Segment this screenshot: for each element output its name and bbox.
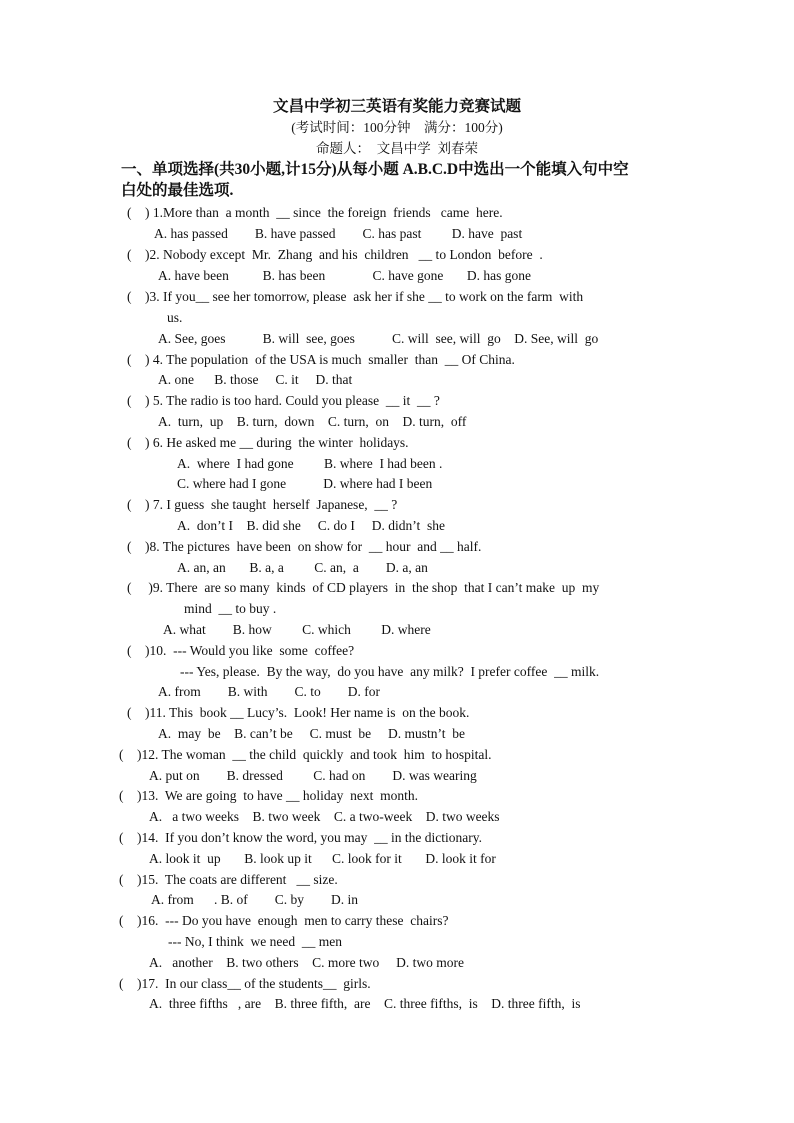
question-11-stem: ( )11. This book __ Lucy’s. Look! Her name is on the book. [127, 705, 470, 720]
question-5-stem: ( ) 5. The radio is too hard. Could you please __ it __ ? [127, 393, 440, 408]
section-heading-line2: 白处的最佳选项. [121, 182, 234, 199]
page-title: 文昌中学初三英语有奖能力竞赛试题 [272, 98, 521, 115]
exam-info: (考试时间：100分钟 满分：100分) [291, 120, 503, 135]
question-3-options: A. See, goes B. will see, goes C. will see, will go D. See, will go [158, 331, 599, 346]
question-8-stem: ( )8. The pictures have been on show for __ hour and __ half. [127, 539, 482, 554]
question-14-stem: ( )14. If you don’t know the word, you may __ in the dictionary. [119, 830, 482, 845]
question-14-options: A. look it up B. look up it C. look for it D. look it for [149, 851, 496, 866]
question-3-stem: ( )3. If you__ see her tomorrow, please ask her if she __ to work on the farm with [127, 289, 584, 304]
question-17-options: A. three fifths , are B. three fifth, are C. three fifths, is D. three fifth, is [149, 996, 581, 1011]
question-15-stem: ( )15. The coats are different __ size. [119, 872, 338, 887]
author-line: 命题人： 文昌中学 刘春荣 [316, 141, 478, 156]
question-6-options-2: C. where had I gone D. where had I been [177, 476, 433, 491]
question-9-options: A. what B. how C. which D. where [163, 622, 431, 637]
question-6-stem: ( ) 6. He asked me __ during the winter holidays. [127, 435, 409, 450]
question-10-stem: ( )10. --- Would you like some coffee? [127, 643, 355, 658]
question-4-options: A. one B. those C. it D. that [158, 372, 353, 387]
question-9-stem: ( )9. There are so many kinds of CD players in the shop that I can’t make up my [127, 580, 600, 595]
question-12-options: A. put on B. dressed C. had on D. was wearing [149, 768, 477, 783]
question-11-options: A. may be B. can’t be C. must be D. mustn’t be [158, 726, 465, 741]
question-9-continuation: mind __ to buy . [184, 601, 277, 616]
question-13-options: A. a two weeks B. two week C. a two-week D. two weeks [149, 809, 500, 824]
question-7-stem: ( ) 7. I guess she taught herself Japanese, __ ? [127, 497, 398, 512]
question-6-options-1: A. where I had gone B. where I had been . [177, 456, 443, 471]
question-12-stem: ( )12. The woman __ the child quickly and took him to hospital. [119, 747, 492, 762]
question-10-options: A. from B. with C. to D. for [158, 684, 380, 699]
question-7-options: A. don’t I B. did she C. do I D. didn’t she [177, 518, 445, 533]
question-8-options: A. an, an B. a, a C. an, a D. a, an [177, 560, 428, 575]
question-2-options: A. have been B. has been C. have gone D. has gone [158, 268, 532, 283]
question-16-stem: ( )16. --- Do you have enough men to carry these chairs? [119, 913, 449, 928]
question-16-options: A. another B. two others C. more two D. two more [149, 955, 464, 970]
question-16-continuation: --- No, I think we need __ men [168, 934, 342, 949]
question-1-options: A. has passed B. have passed C. has past D. have past [154, 226, 523, 241]
question-17-stem: ( )17. In our class__ of the students__ girls. [119, 976, 371, 991]
section-heading-line1: 一、单项选择(共30小题,计15分)从每小题 A.B.C.D中选出一个能填入句中空 [121, 161, 629, 178]
question-10-continuation: --- Yes, please. By the way, do you have any milk? I prefer coffee __ milk. [180, 664, 600, 679]
question-13-stem: ( )13. We are going to have __ holiday next month. [119, 788, 418, 803]
question-15-options: A. from . B. of C. by D. in [151, 892, 358, 907]
question-2-stem: ( )2. Nobody except Mr. Zhang and his children __ to London before . [127, 247, 543, 262]
question-5-options: A. turn, up B. turn, down C. turn, on D. turn, off [158, 414, 467, 429]
question-4-stem: ( ) 4. The population of the USA is much smaller than __ Of China. [127, 352, 515, 367]
question-1-stem: ( ) 1.More than a month __ since the foreign friends came here. [127, 205, 503, 220]
question-3-continuation: us. [167, 310, 183, 325]
